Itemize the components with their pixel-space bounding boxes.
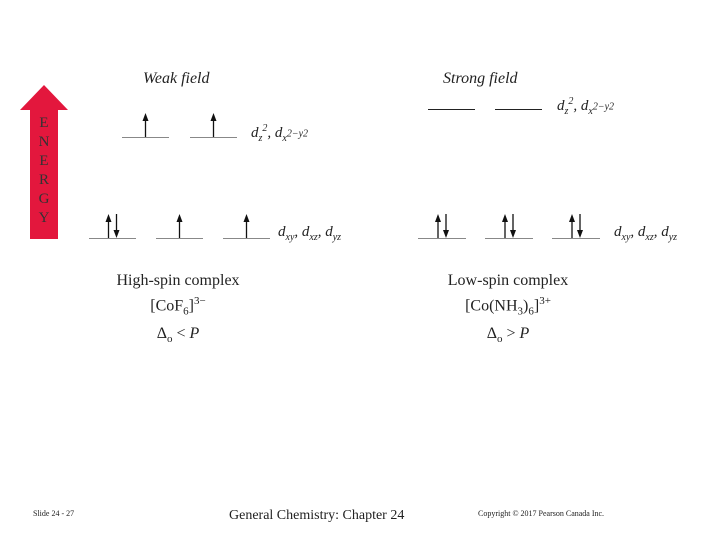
electron-pair <box>89 214 136 239</box>
strong-field-title: Strong field <box>443 70 518 87</box>
weak-field-title: Weak field <box>143 70 210 87</box>
high-spin-label: High-spin complex <box>116 272 240 289</box>
orbital-level <box>495 109 542 110</box>
electron-pair <box>418 214 466 239</box>
orbital-level <box>428 109 475 110</box>
electron-pair <box>223 214 270 239</box>
strong-eg-label: $d_z^2$, $d_{x^{2-y2}}$ <box>557 96 615 117</box>
energy-letter: E <box>39 153 49 169</box>
electron-pair <box>156 214 203 239</box>
spin-up-arrow-icon <box>569 214 575 238</box>
footer-course: General Chemistry: Chapter 24 <box>229 508 405 523</box>
spin-up-arrow-icon <box>435 214 441 238</box>
electron-pair <box>190 113 237 138</box>
spin-down-arrow-icon <box>114 214 120 238</box>
weak-t2g-label: $d_{xy}$, $d_{xz}$, $d_{yz}$ <box>278 224 342 243</box>
weak-caption <box>78 270 278 350</box>
spin-up-arrow-icon <box>244 214 250 238</box>
spin-up-arrow-icon <box>143 113 149 137</box>
electron-pair <box>122 113 169 138</box>
electron-pair <box>552 214 600 239</box>
slide-number: Slide 24 - 27 <box>33 509 75 518</box>
spin-up-arrow-icon <box>106 214 112 238</box>
energy-letter: E <box>39 115 49 131</box>
energy-letter: R <box>38 172 49 188</box>
spin-up-arrow-icon <box>177 214 183 238</box>
energy-letter: G <box>38 191 50 207</box>
spin-down-arrow-icon <box>510 214 516 238</box>
spin-down-arrow-icon <box>443 214 449 238</box>
electron-pair <box>485 214 533 239</box>
weak-eg-label: $d_z^2$, $d_{x^{2-y2}}$ <box>251 123 309 144</box>
delta-relation: $\Delta_o > P$ <box>486 324 530 345</box>
energy-letter: Y <box>38 210 50 226</box>
spin-down-arrow-icon <box>577 214 583 238</box>
energy-arrow <box>20 85 68 239</box>
strong-t2g-label: $d_{xy}$, $d_{xz}$, $d_{yz}$ <box>614 224 678 243</box>
spin-up-arrow-icon <box>502 214 508 238</box>
strong-caption <box>408 270 608 350</box>
footer-copyright: Copyright © 2017 Pearson Canada Inc. <box>478 509 605 518</box>
conh36-formula: $[Co(NH_3)_6]^{3+}$ <box>465 295 551 318</box>
energy-letter: N <box>38 134 50 150</box>
delta-relation: $\Delta_o < P$ <box>156 324 200 345</box>
low-spin-label: Low-spin complex <box>447 272 569 289</box>
cof6-formula: $[CoF_6]^{3-}$ <box>150 295 206 318</box>
spin-up-arrow-icon <box>211 113 217 137</box>
